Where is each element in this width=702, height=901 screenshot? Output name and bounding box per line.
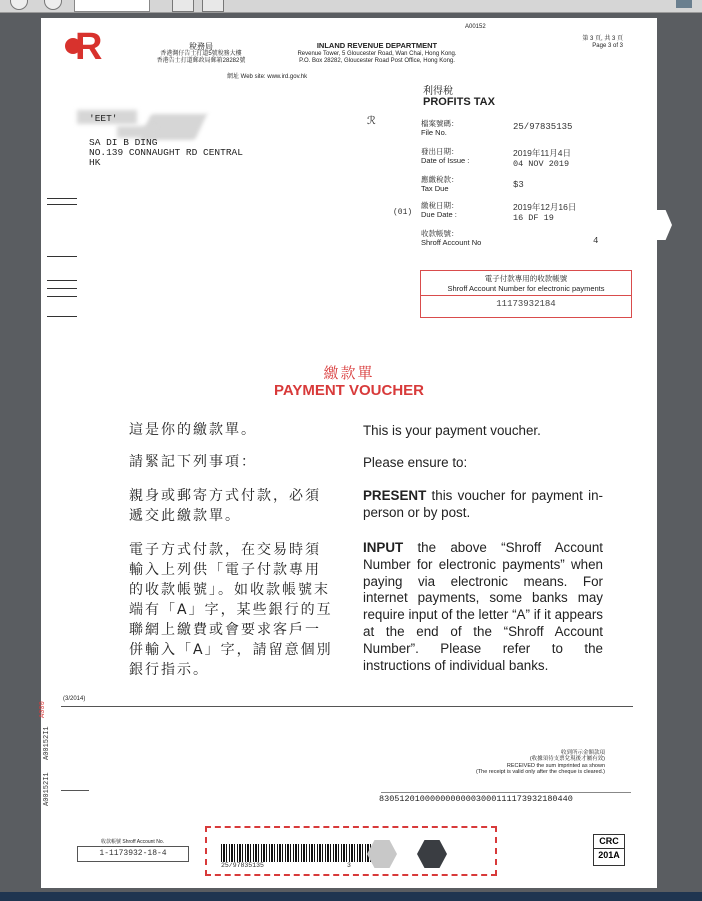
shroff-label: 收款帳號： Shroff Account No (421, 229, 482, 247)
shroff-box-label-en: Shroff Account Number for electronic payments (421, 284, 631, 296)
form-code: A00152 (465, 24, 486, 30)
shroff-small-value: 1-1173932-18-4 (77, 846, 189, 862)
scan-line: 83051201000000000003000111173932180440 (379, 794, 573, 804)
side-rule (47, 288, 77, 289)
side-rule (61, 790, 89, 791)
scroll-arrow-icon[interactable] (676, 0, 692, 8)
shroff-suffix: 4 (593, 236, 599, 246)
addressee-mark: ℛ (367, 115, 376, 127)
fit-page-icon[interactable] (202, 0, 224, 12)
forward-circle-icon[interactable] (44, 0, 62, 10)
barcode-suffix: 3 (347, 862, 351, 869)
side-rule (47, 256, 77, 257)
shroff-account-box (420, 270, 632, 318)
instruction-en-1: This is your payment voucher. (363, 423, 541, 438)
issue-date-label: 發出日期： Date of Issue : (421, 147, 470, 165)
document-page (41, 18, 657, 888)
received-note: 收到所示金額款項 (收據須待支票兌現後才屬有效) RECEIVED the sum imprinted as shown (The receipt is valid only after the cheque is cleared.) (475, 750, 605, 775)
shroff-box-label-cn: 電子付款專用的收款帳號 (484, 274, 568, 283)
voucher-title-en: PAYMENT VOUCHER (273, 382, 425, 399)
scan-rule (381, 792, 631, 793)
tax-title-en: PROFITS TAX (423, 96, 495, 108)
back-circle-icon[interactable] (10, 0, 28, 10)
page-indicator: 第 3 頁, 共 3 頁 Page 3 of 3 (582, 36, 623, 49)
tax-code: (01) (393, 208, 413, 217)
instruction-cn-3: 親身或郵寄方式付款，必須遞交此繳款單。 (129, 488, 321, 524)
issue-date-value: 2019年11月4日 04 NOV 2019 (513, 148, 571, 169)
file-no-label: 檔案號碼： File No. (421, 119, 459, 137)
shroff-box-number: 11173932184 (496, 299, 556, 309)
tax-due-label: 應繳稅款： Tax Due (421, 175, 459, 193)
side-rule (47, 296, 77, 297)
viewer-toolbar (0, 0, 702, 13)
side-code-red: A000 (39, 701, 47, 718)
side-code-1: A00152I1 (43, 726, 51, 760)
page-number-input[interactable] (74, 0, 150, 12)
barcode-text: 25/97835135 (221, 862, 264, 869)
instruction-cn-4: 電子方式付款，在交易時須輸入上列供「電子付款專用的收款帳號」。如收款帳號末端有「A」字，某些銀行的互聯網上繳費或會要求客戶一併輸入「A」字，請留意個別銀行指示。 (129, 542, 333, 678)
shroff-small-label: 收款帳號 Shroff Account No. (101, 839, 164, 845)
side-rule (47, 204, 77, 205)
tax-due-value: $3 (513, 180, 524, 190)
side-rule (47, 198, 77, 199)
crc-box: CRC 201A (593, 834, 625, 866)
side-rule (47, 280, 77, 281)
voucher-title-cn: 繳款單 (323, 365, 375, 382)
next-page-arrow-icon[interactable] (656, 210, 672, 240)
barcode-icon (221, 844, 371, 862)
dept-english: INLAND REVENUE DEPARTMENT Revenue Tower, 5 Gloucester Road, Wan Chai, Hong Kong. P.O. Box 28282, Gloucester Road Post Office, Hong Kong. (297, 41, 457, 64)
website: 網址 Web site: www.ird.gov.hk (227, 74, 308, 80)
addressee-block: 'EET' SA DI B DING NO.139 CONNAUGHT RD CENTRAL HK (89, 113, 243, 168)
file-no-value: 25/97835135 (513, 122, 573, 132)
tear-line (61, 706, 633, 707)
instruction-cn-1: 這是你的繳款單。 (129, 422, 257, 438)
instruction-en-4: INPUT the above “Shroff Account Number for electronic payments” when paying via electronic means. For internet payments, some banks may require input of the letter “A” if it appears at the end of the “Shroff Account Number”. Please refer to the instructions of individual banks. (363, 540, 603, 673)
due-date-value: 2019年12月16日 16 DF 19 (513, 202, 577, 223)
due-date-label: 繳稅日期： Due Date : (421, 201, 459, 219)
tax-title-cn: 利得稅 (423, 86, 453, 97)
fit-width-icon[interactable] (172, 0, 194, 12)
instruction-en-3: PRESENT this voucher for payment in-person or by post. (363, 488, 603, 520)
dept-chinese: 稅務局 香港灣仔告士打道5號稅務大樓 香港告士打道郵政局郵箱28282號 (156, 42, 246, 65)
side-code-2: A00152I1 (43, 772, 51, 806)
instruction-cn-2: 請緊記下列事項： (129, 454, 257, 470)
side-rule (47, 316, 77, 317)
instruction-en-2: Please ensure to: (363, 455, 468, 470)
ird-logo-icon: R (75, 26, 103, 68)
taskbar (0, 892, 702, 901)
form-date: (3/2014) (63, 696, 86, 702)
